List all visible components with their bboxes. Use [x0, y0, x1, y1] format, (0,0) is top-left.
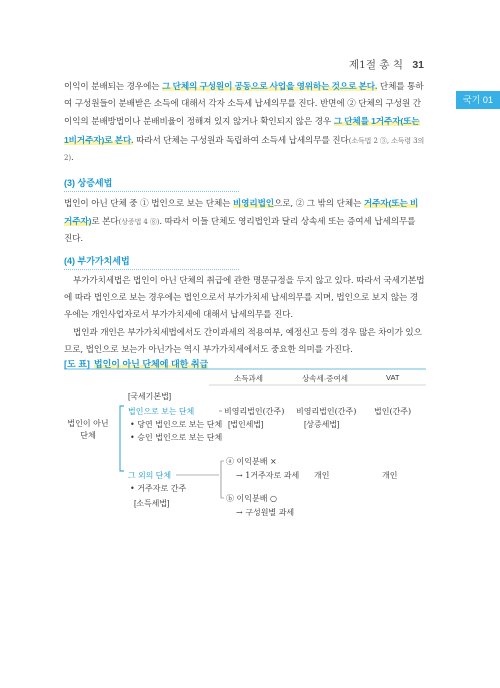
text: . 따라서 이들 단체도 영리법인과 달리 상속세 또는 증여세 납세의무를 진다.	[64, 217, 416, 245]
text: 단체를 통하여 구성원들이 분배받은 소득에 대해서 각자 소득세 납세의무를 진다. 반면에 ② 단체의 구성원 간 이익의 분배방법이나 분배비율이 정해져 있지 않거나 확인되지 않은 경우	[64, 82, 424, 128]
category-bracket	[120, 406, 124, 471]
vat-result: 법인(간주)	[374, 407, 412, 416]
column-header-inheritance: 상속세·증여세	[302, 374, 348, 383]
options-bracket	[221, 461, 224, 498]
option-b-result: → 구성원별 과세	[236, 508, 295, 517]
category-corporate: 법인으로 보는 단체	[128, 407, 195, 416]
chapter-tab: 국기 01	[456, 91, 500, 109]
option-b: ⓑ 이익분배 ○	[226, 494, 277, 503]
column-header-vat: VAT	[386, 373, 400, 382]
running-header	[349, 57, 424, 72]
table-title-text: 법인이 아닌 단체에 대한 취급	[93, 359, 209, 369]
income-law: [법인세법]	[228, 420, 264, 429]
law-label-income: [소득세법]	[134, 499, 170, 508]
section-heading-4: (4) 부가가치세법	[64, 254, 239, 270]
text: 으로, ② 그 밖의 단체는	[274, 199, 364, 209]
highlight-text: 비영리법인	[232, 198, 274, 208]
text: 이익이 분배되는 경우에는	[64, 82, 163, 92]
text: 따라서 단체는 구성원과 독립하여 소득세 납세의무를 진다	[133, 135, 349, 146]
option-a-result: → 1거주자로 과세	[236, 471, 300, 480]
table-tag: [도 표]	[64, 359, 90, 369]
column-header-income: 소득과세	[234, 374, 263, 383]
paragraph-4: 법인과 개인은 부가가치세법에서도 간이과세의 적용여부, 예정신고 등의 경우 많은 차이가 있으므로, 법인으로 보는가 아닌가는 역시 부가가치세에서도 중요한 의미를 가진다.	[64, 328, 422, 356]
category-item: • 승인 법인으로 보는 단체	[130, 433, 223, 442]
category-item: • 당연 법인으로 보는 단체	[130, 420, 223, 429]
row-head: 법인이 아닌 단체	[67, 419, 109, 440]
inherit-law: [상증세법]	[304, 420, 340, 429]
law-reference: (상증법 4 ⑧)	[118, 218, 160, 227]
law-label-basic: [국세기본법]	[128, 392, 172, 401]
inherit-result-other: 개인	[314, 471, 330, 480]
category-item: • 거주자로 간주	[130, 484, 187, 493]
option-a: ⓐ 이익분배 ×	[226, 457, 277, 466]
text: 로 본다	[91, 217, 119, 228]
paragraph-1	[64, 78, 426, 167]
highlight-text: 거주자(또는 비거주자)	[64, 198, 419, 227]
text: 법인이 아닌 단체 중 ① 법인으로 보는 단체는	[64, 199, 233, 209]
text: .	[71, 152, 74, 163]
income-result: 비영리법인(간주)	[224, 407, 285, 416]
highlight-text: 그 단체의 구성원이 공동으로 사업을 영위하는 것으로 본다.	[162, 81, 378, 91]
paragraph-3: 부가가치세법은 법인이 아닌 단체의 취급에 관한 명문규정을 두지 않고 있다. 따라서 국세기본법에 따라 법인으로 보는 경우에는 법인으로서 부가가치세 납세의무를 지며, 법인으로 보지 않는 경우에는 개인사업자로서 부가가치세에 대해서 납세의무를 진다.	[64, 276, 425, 321]
page-number: 31	[412, 59, 424, 71]
section-title: 제1절 총 칙	[349, 59, 403, 71]
diagram-table	[64, 357, 426, 537]
section-heading-3: (3) 상증세법	[64, 176, 239, 192]
law-reference: (소득법 2 ③, 소득령 3의2)	[64, 136, 425, 162]
vat-result-other: 개인	[382, 471, 398, 480]
inherit-result: 비영리법인(간주)	[296, 407, 357, 416]
highlight-text: 그 단체를 1거주자(또는 1비거주자)로 본다.	[64, 116, 420, 145]
category-other: 그 외의 단체	[128, 471, 172, 480]
paragraph-2	[64, 195, 426, 249]
